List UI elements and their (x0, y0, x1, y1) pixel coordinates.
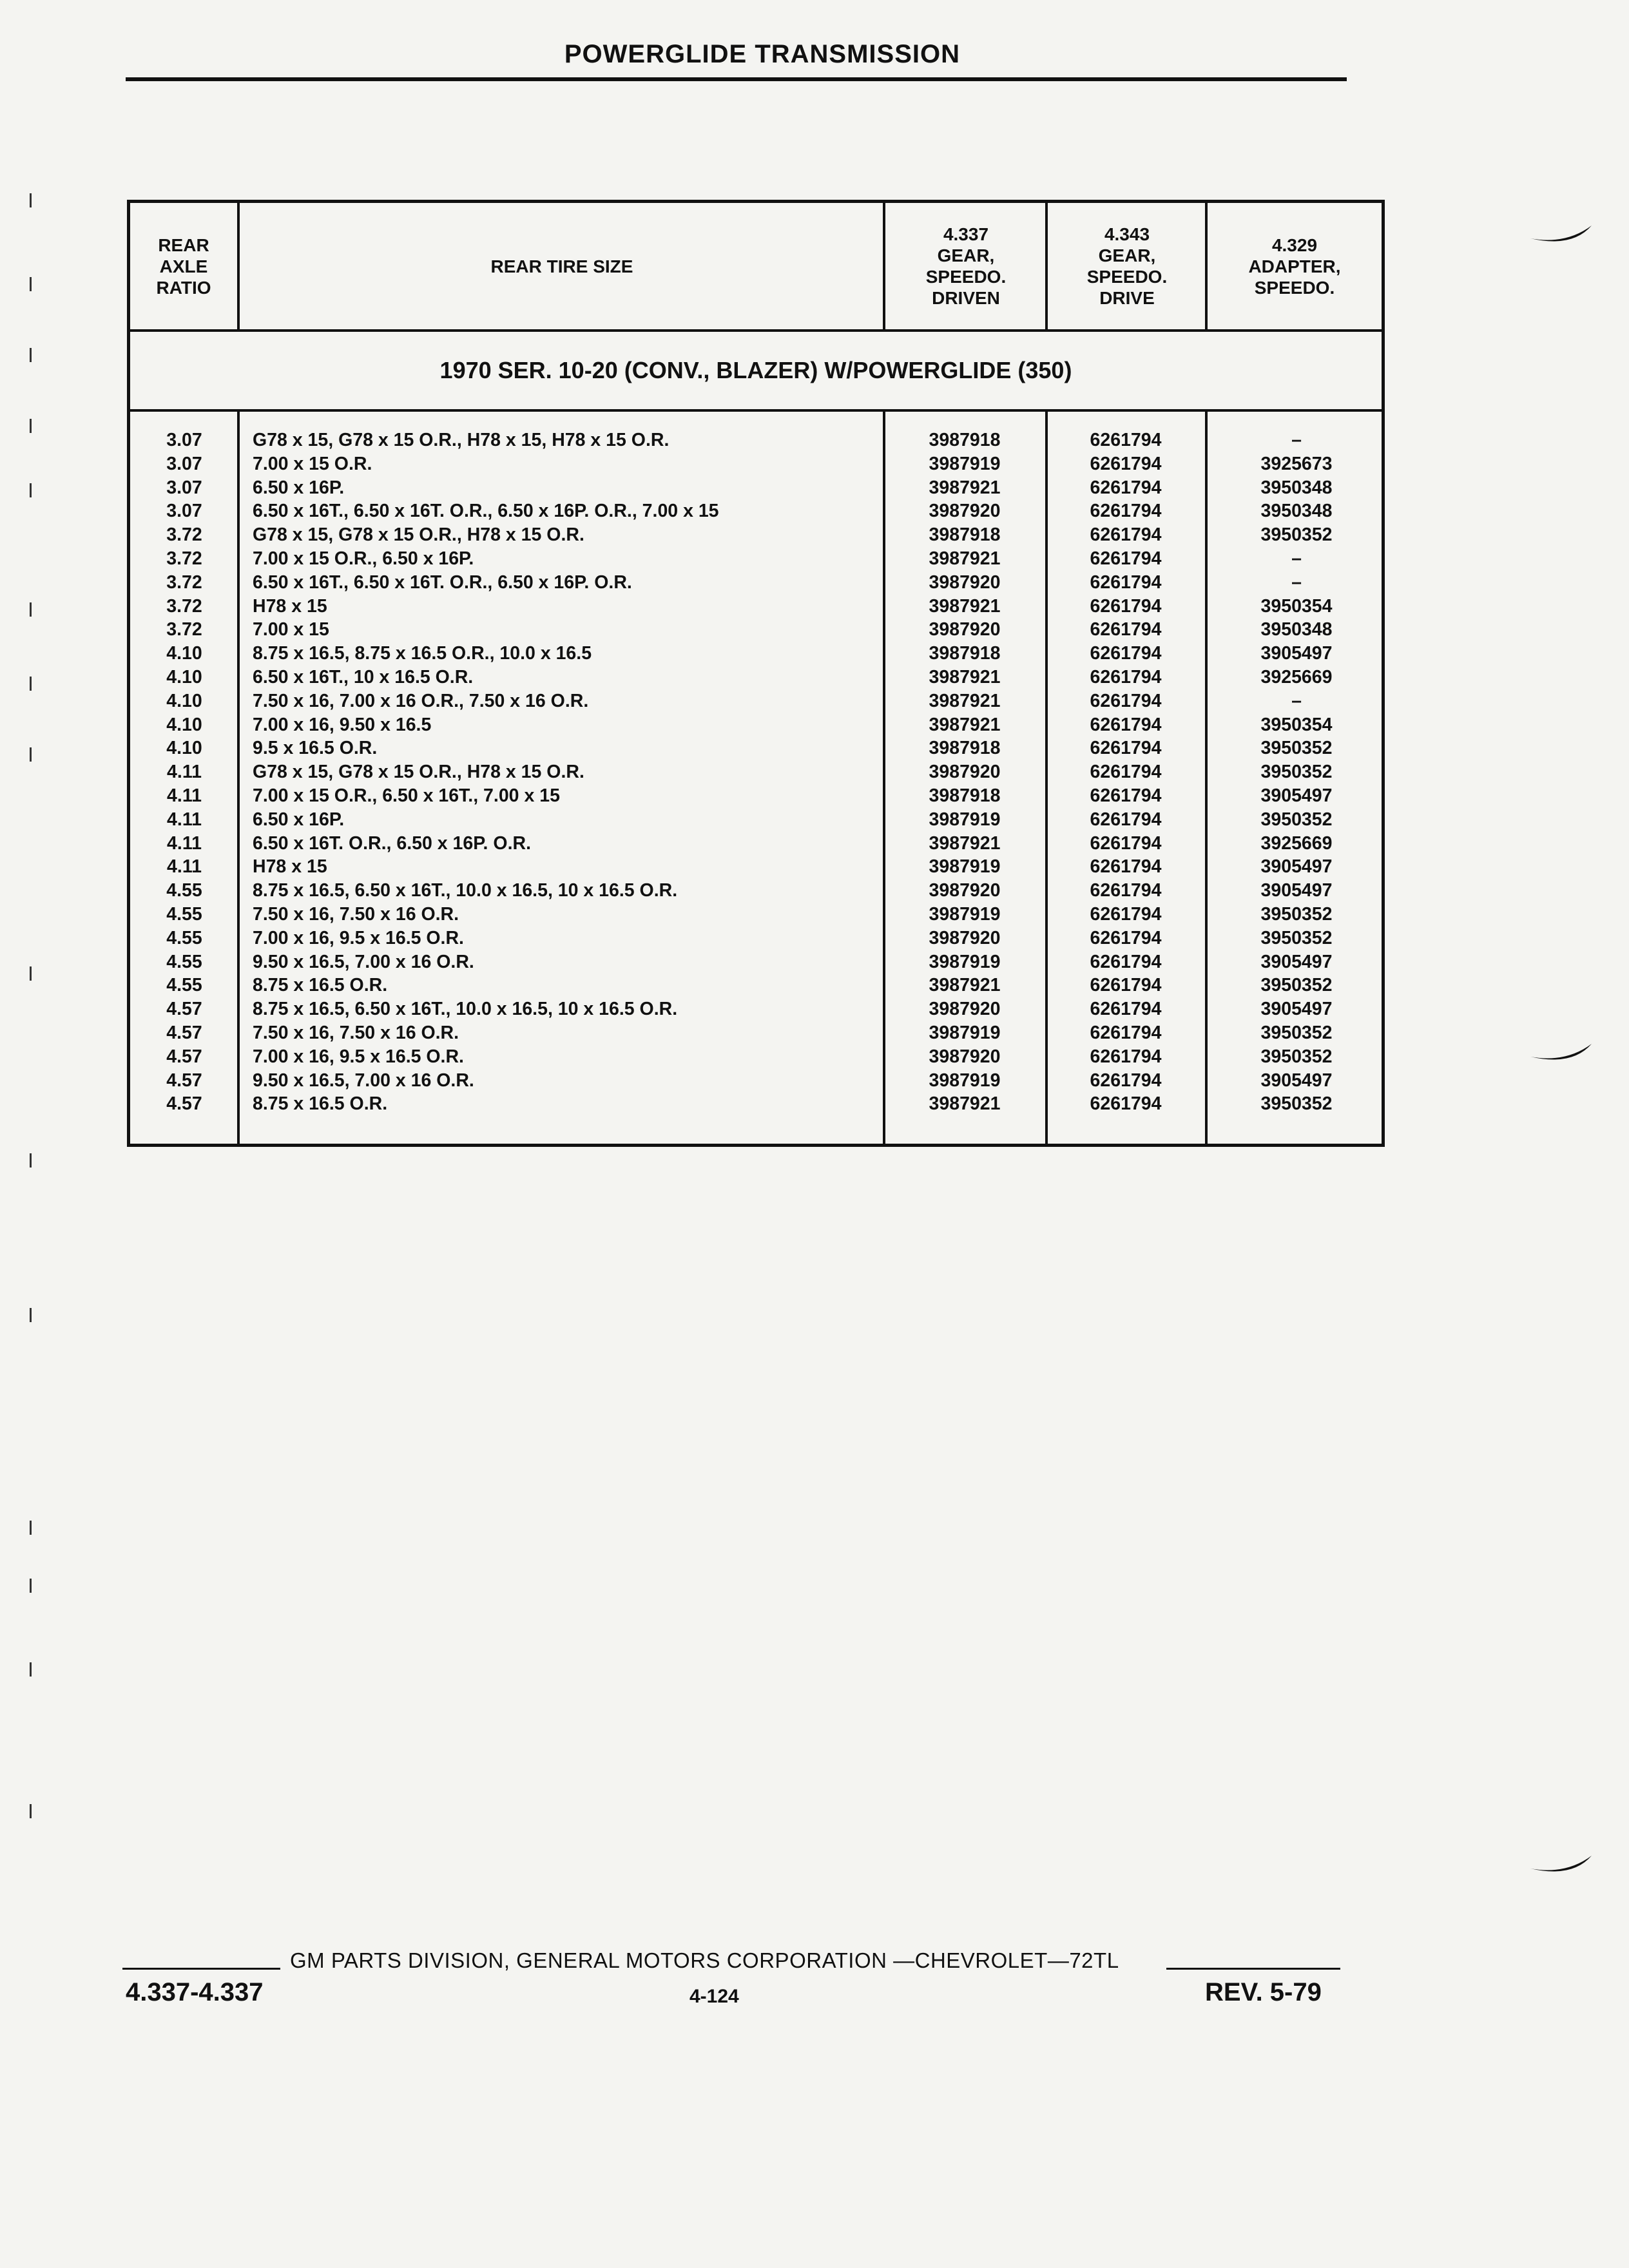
cell-speedo-drive: 6261794 (1090, 572, 1162, 593)
cell-speedo-driven: 3987918 (929, 524, 1001, 546)
cell-speedo-adapter: 3950352 (1260, 762, 1333, 783)
punch-hole-mark (1527, 1843, 1598, 1881)
footer-revision: REV. 5-79 (1205, 1978, 1322, 2006)
cell-speedo-adapter: 3950354 (1260, 595, 1333, 617)
cell-axle-ratio: 3.07 (166, 501, 202, 522)
table-row (130, 524, 1382, 548)
table-row (130, 809, 1382, 833)
header-gear-speedo-driven: 4.337 GEAR, SPEEDO. DRIVEN (925, 224, 1007, 308)
column-divider (1045, 203, 1048, 332)
cell-speedo-driven: 3987921 (929, 548, 1001, 569)
cell-speedo-adapter: 3950348 (1260, 477, 1333, 498)
cell-speedo-driven: 3987920 (929, 880, 1001, 901)
cell-speedo-driven: 3987921 (929, 1093, 1001, 1115)
table-row (130, 762, 1382, 785)
binder-mark (30, 677, 32, 691)
cell-tire-size: G78 x 15, G78 x 15 O.R., H78 x 15, H78 x 15 O.R. (253, 430, 670, 450)
table-row (130, 904, 1382, 928)
cell-speedo-drive: 6261794 (1090, 1070, 1162, 1091)
table-row (130, 999, 1382, 1023)
cell-speedo-driven: 3987919 (929, 951, 1001, 972)
punch-hole-mark (1527, 1031, 1598, 1070)
cell-axle-ratio: 3.07 (166, 453, 202, 474)
table-row (130, 833, 1382, 857)
cell-axle-ratio: 4.57 (166, 1022, 202, 1043)
cell-speedo-drive: 6261794 (1090, 501, 1162, 522)
cell-speedo-driven: 3987921 (929, 666, 1001, 687)
table-row (130, 548, 1382, 572)
cell-tire-size: 6.50 x 16T. O.R., 6.50 x 16P. O.R. (253, 832, 531, 854)
cell-tire-size: 8.75 x 16.5, 6.50 x 16T., 10.0 x 16.5, 10 x 16.5 O.R. (253, 880, 678, 901)
cell-speedo-adapter: 3905497 (1260, 643, 1333, 664)
cell-speedo-adapter: 3905497 (1260, 1070, 1333, 1091)
table-row (130, 643, 1382, 667)
series-heading: 1970 SER. 10-20 (CONV., BLAZER) W/POWERGLIDE (350) (130, 332, 1382, 412)
cell-tire-size: 7.00 x 15 O.R., 6.50 x 16P. (253, 548, 474, 569)
cell-speedo-adapter: – (1291, 690, 1302, 711)
table-row (130, 1023, 1382, 1046)
cell-speedo-drive: 6261794 (1090, 690, 1162, 711)
binder-mark (30, 193, 32, 207)
cell-speedo-driven: 3987920 (929, 619, 1001, 640)
cell-axle-ratio: 4.57 (166, 1046, 202, 1067)
cell-speedo-drive: 6261794 (1090, 643, 1162, 664)
cell-speedo-drive: 6261794 (1090, 856, 1162, 878)
cell-speedo-driven: 3987918 (929, 643, 1001, 664)
table-row (130, 596, 1382, 620)
cell-speedo-adapter: 3905497 (1260, 785, 1333, 806)
cell-speedo-drive: 6261794 (1090, 453, 1162, 474)
cell-axle-ratio: 4.55 (166, 951, 202, 972)
table-row (130, 1093, 1382, 1117)
cell-speedo-drive: 6261794 (1090, 666, 1162, 687)
cell-speedo-drive: 6261794 (1090, 951, 1162, 972)
cell-axle-ratio: 4.10 (166, 690, 202, 711)
cell-speedo-drive: 6261794 (1090, 714, 1162, 735)
table-header (130, 203, 1382, 332)
cell-speedo-adapter: 3950352 (1260, 1022, 1333, 1043)
cell-speedo-drive: 6261794 (1090, 880, 1162, 901)
footer-group-number: 4.337-4.337 (126, 1978, 264, 2006)
cell-speedo-driven: 3987918 (929, 430, 1001, 450)
column-divider (1205, 203, 1208, 332)
cell-speedo-adapter: – (1291, 572, 1302, 593)
cell-axle-ratio: 4.55 (166, 927, 202, 948)
cell-speedo-drive: 6261794 (1090, 477, 1162, 498)
cell-tire-size: 8.75 x 16.5, 6.50 x 16T., 10.0 x 16.5, 10 x 16.5 O.R. (253, 999, 678, 1020)
cell-speedo-driven: 3987920 (929, 501, 1001, 522)
cell-speedo-adapter: 3950352 (1260, 1046, 1333, 1067)
cell-axle-ratio: 3.72 (166, 524, 202, 546)
binder-mark (30, 1521, 32, 1535)
table-row (130, 880, 1382, 904)
cell-tire-size: 6.50 x 16P. (253, 477, 345, 498)
cell-speedo-adapter: 3905497 (1260, 951, 1333, 972)
table-row (130, 952, 1382, 975)
binder-mark (30, 277, 32, 291)
table-row (130, 785, 1382, 809)
cell-speedo-adapter: 3950352 (1260, 927, 1333, 948)
cell-speedo-adapter: 3925669 (1260, 832, 1333, 854)
cell-axle-ratio: 4.55 (166, 903, 202, 925)
table-row (130, 477, 1382, 501)
cell-speedo-drive: 6261794 (1090, 619, 1162, 640)
cell-axle-ratio: 4.57 (166, 1070, 202, 1091)
table-row (130, 501, 1382, 524)
cell-speedo-drive: 6261794 (1090, 1046, 1162, 1067)
cell-axle-ratio: 3.72 (166, 619, 202, 640)
cell-speedo-driven: 3987919 (929, 1070, 1001, 1091)
cell-tire-size: H78 x 15 (253, 856, 327, 878)
cell-axle-ratio: 4.11 (167, 762, 202, 783)
cell-axle-ratio: 3.72 (166, 595, 202, 617)
cell-axle-ratio: 3.07 (166, 477, 202, 498)
cell-axle-ratio: 4.11 (167, 856, 202, 878)
cell-speedo-drive: 6261794 (1090, 524, 1162, 546)
cell-speedo-adapter: 3950354 (1260, 714, 1333, 735)
table-row (130, 619, 1382, 643)
cell-speedo-drive: 6261794 (1090, 548, 1162, 569)
cell-tire-size: 8.75 x 16.5 O.R. (253, 975, 388, 996)
cell-speedo-drive: 6261794 (1090, 927, 1162, 948)
header-gear-speedo-drive: 4.343 GEAR, SPEEDO. DRIVE (1086, 224, 1168, 308)
cell-tire-size: 6.50 x 16P. (253, 809, 345, 830)
cell-axle-ratio: 4.11 (167, 832, 202, 854)
cell-axle-ratio: 3.72 (166, 572, 202, 593)
cell-speedo-driven: 3987921 (929, 477, 1001, 498)
cell-speedo-driven: 3987919 (929, 453, 1001, 474)
footer-publisher: GM PARTS DIVISION, GENERAL MOTORS CORPORATION —CHEVROLET—72TL (290, 1948, 1119, 1972)
cell-axle-ratio: 4.10 (166, 666, 202, 687)
footer-page-number: 4-124 (689, 1986, 739, 2007)
cell-tire-size: 6.50 x 16T., 6.50 x 16T. O.R., 6.50 x 16P. O.R., 7.00 x 15 (253, 501, 719, 522)
cell-speedo-driven: 3987918 (929, 738, 1001, 759)
cell-tire-size: 6.50 x 16T., 10 x 16.5 O.R. (253, 666, 474, 687)
table-row (130, 1070, 1382, 1094)
binder-mark (30, 966, 32, 981)
cell-axle-ratio: 4.55 (166, 880, 202, 901)
cell-speedo-driven: 3987921 (929, 690, 1001, 711)
cell-tire-size: 8.75 x 16.5 O.R. (253, 1093, 388, 1115)
column-divider (237, 203, 240, 332)
table-row (130, 667, 1382, 691)
cell-axle-ratio: 3.07 (166, 430, 202, 450)
cell-speedo-driven: 3987919 (929, 856, 1001, 878)
cell-speedo-drive: 6261794 (1090, 1022, 1162, 1043)
cell-axle-ratio: 4.10 (166, 738, 202, 759)
table-row (130, 856, 1382, 880)
binder-mark (30, 1579, 32, 1593)
cell-speedo-driven: 3987919 (929, 809, 1001, 830)
table-row (130, 1046, 1382, 1070)
cell-speedo-drive: 6261794 (1090, 903, 1162, 925)
binder-mark (30, 1804, 32, 1818)
binder-mark (30, 419, 32, 433)
footer-rule-left (122, 1968, 280, 1970)
parts-table (127, 200, 1385, 1147)
cell-axle-ratio: 4.55 (166, 975, 202, 996)
cell-tire-size: 7.00 x 16, 9.50 x 16.5 (253, 714, 432, 735)
table-row (130, 738, 1382, 762)
cell-tire-size: 7.00 x 15 O.R. (253, 453, 372, 474)
cell-speedo-drive: 6261794 (1090, 809, 1162, 830)
binder-mark (30, 747, 32, 762)
cell-speedo-driven: 3987921 (929, 832, 1001, 854)
header-rear-tire-size: REAR TIRE SIZE (490, 256, 633, 276)
cell-axle-ratio: 4.57 (166, 999, 202, 1020)
cell-axle-ratio: 4.57 (166, 1093, 202, 1115)
cell-speedo-drive: 6261794 (1090, 975, 1162, 996)
cell-speedo-driven: 3987921 (929, 595, 1001, 617)
cell-tire-size: 7.00 x 15 (253, 619, 329, 640)
table-row (130, 454, 1382, 477)
cell-tire-size: 7.50 x 16, 7.00 x 16 O.R., 7.50 x 16 O.R. (253, 690, 589, 711)
header-rear-axle-ratio: REAR AXLE RATIO (156, 235, 211, 298)
table-row (130, 430, 1382, 454)
cell-speedo-driven: 3987920 (929, 1046, 1001, 1067)
table-row (130, 715, 1382, 738)
cell-tire-size: 7.50 x 16, 7.50 x 16 O.R. (253, 1022, 459, 1043)
binder-mark (30, 1308, 32, 1322)
punch-hole-mark (1527, 213, 1598, 251)
cell-speedo-adapter: 3950348 (1260, 619, 1333, 640)
column-divider (883, 203, 885, 332)
cell-tire-size: 6.50 x 16T., 6.50 x 16T. O.R., 6.50 x 16P. O.R. (253, 572, 632, 593)
cell-speedo-driven: 3987919 (929, 1022, 1001, 1043)
cell-speedo-drive: 6261794 (1090, 785, 1162, 806)
cell-axle-ratio: 4.11 (167, 785, 202, 806)
cell-tire-size: H78 x 15 (253, 595, 327, 617)
cell-speedo-drive: 6261794 (1090, 595, 1162, 617)
cell-speedo-adapter: 3905497 (1260, 999, 1333, 1020)
cell-speedo-drive: 6261794 (1090, 832, 1162, 854)
cell-tire-size: 7.00 x 16, 9.5 x 16.5 O.R. (253, 927, 464, 948)
table-row (130, 691, 1382, 715)
binder-mark (30, 483, 32, 497)
cell-speedo-adapter: – (1291, 430, 1302, 450)
cell-speedo-drive: 6261794 (1090, 999, 1162, 1020)
cell-speedo-driven: 3987920 (929, 999, 1001, 1020)
cell-tire-size: 7.00 x 15 O.R., 6.50 x 16T., 7.00 x 15 (253, 785, 560, 806)
cell-speedo-adapter: 3950352 (1260, 524, 1333, 546)
cell-speedo-drive: 6261794 (1090, 1093, 1162, 1115)
footer-rule-right (1166, 1968, 1340, 1970)
cell-speedo-driven: 3987920 (929, 927, 1001, 948)
table-body (130, 430, 1382, 1117)
cell-speedo-driven: 3987920 (929, 762, 1001, 783)
table-row (130, 975, 1382, 999)
cell-speedo-driven: 3987920 (929, 572, 1001, 593)
cell-speedo-adapter: 3905497 (1260, 856, 1333, 878)
cell-speedo-adapter: 3925673 (1260, 453, 1333, 474)
table-row (130, 928, 1382, 952)
cell-tire-size: 8.75 x 16.5, 8.75 x 16.5 O.R., 10.0 x 16.5 (253, 643, 592, 664)
cell-speedo-driven: 3987921 (929, 714, 1001, 735)
cell-speedo-driven: 3987919 (929, 903, 1001, 925)
binder-mark (30, 348, 32, 362)
header-adapter-speedo: 4.329 ADAPTER, SPEEDO. (1248, 235, 1341, 298)
cell-tire-size: 7.00 x 16, 9.5 x 16.5 O.R. (253, 1046, 464, 1067)
cell-tire-size: 9.50 x 16.5, 7.00 x 16 O.R. (253, 951, 474, 972)
page-title: POWERGLIDE TRANSMISSION (564, 40, 960, 68)
cell-speedo-adapter: 3950352 (1260, 903, 1333, 925)
binder-mark (30, 1662, 32, 1677)
cell-speedo-adapter: 3950352 (1260, 975, 1333, 996)
cell-speedo-adapter: 3950352 (1260, 809, 1333, 830)
cell-tire-size: G78 x 15, G78 x 15 O.R., H78 x 15 O.R. (253, 524, 584, 546)
cell-speedo-adapter: – (1291, 548, 1302, 569)
cell-speedo-driven: 3987918 (929, 785, 1001, 806)
binder-mark (30, 602, 32, 617)
cell-speedo-driven: 3987921 (929, 975, 1001, 996)
cell-axle-ratio: 4.11 (167, 809, 202, 830)
cell-tire-size: 7.50 x 16, 7.50 x 16 O.R. (253, 903, 459, 925)
cell-tire-size: 9.50 x 16.5, 7.00 x 16 O.R. (253, 1070, 474, 1091)
cell-speedo-drive: 6261794 (1090, 738, 1162, 759)
table-row (130, 572, 1382, 596)
cell-axle-ratio: 3.72 (166, 548, 202, 569)
cell-axle-ratio: 4.10 (166, 643, 202, 664)
cell-tire-size: G78 x 15, G78 x 15 O.R., H78 x 15 O.R. (253, 762, 584, 783)
cell-speedo-adapter: 3950348 (1260, 501, 1333, 522)
cell-speedo-adapter: 3950352 (1260, 1093, 1333, 1115)
cell-speedo-adapter: 3905497 (1260, 880, 1333, 901)
cell-speedo-adapter: 3925669 (1260, 666, 1333, 687)
cell-speedo-adapter: 3950352 (1260, 738, 1333, 759)
title-rule (126, 77, 1347, 81)
cell-speedo-drive: 6261794 (1090, 430, 1162, 450)
cell-tire-size: 9.5 x 16.5 O.R. (253, 738, 378, 759)
binder-mark (30, 1153, 32, 1168)
cell-speedo-drive: 6261794 (1090, 762, 1162, 783)
cell-axle-ratio: 4.10 (166, 714, 202, 735)
